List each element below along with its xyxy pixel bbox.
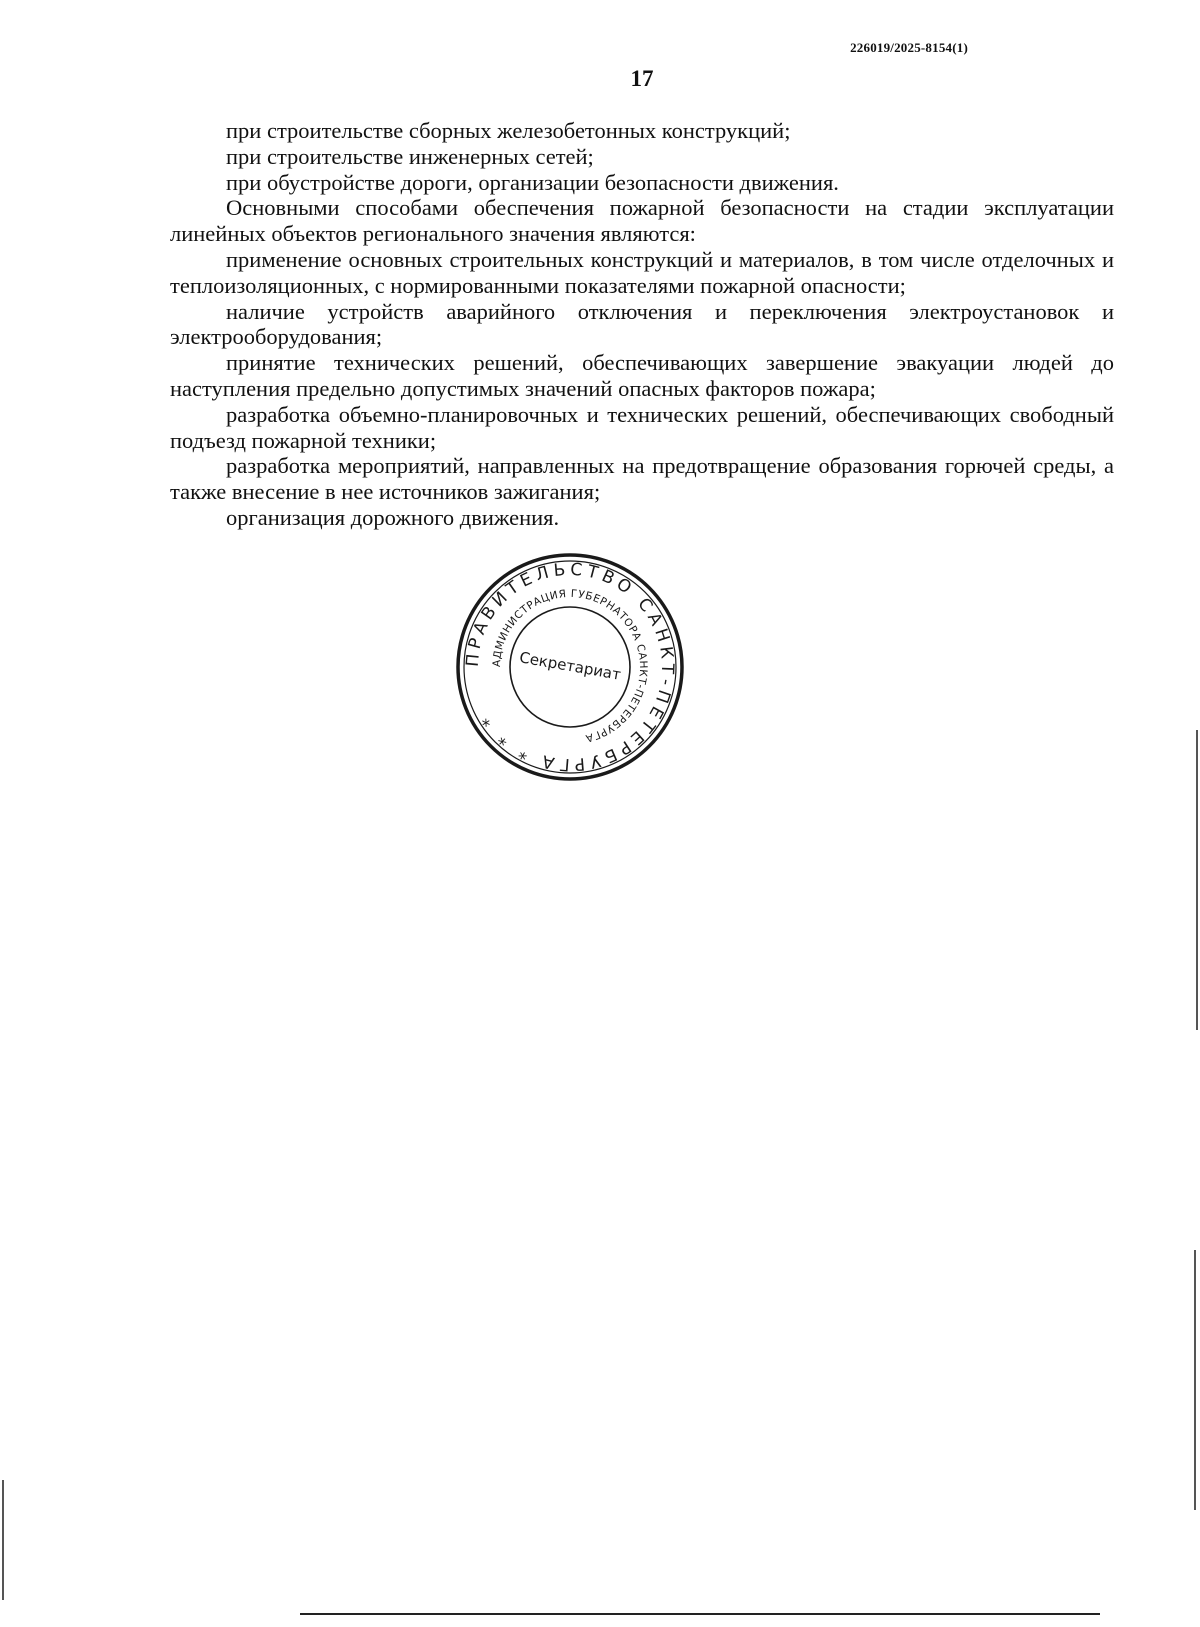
paragraph-2: при строительстве инженерных сетей; <box>226 143 594 169</box>
scan-margin-mark <box>1194 1250 1196 1510</box>
scan-margin-mark <box>2 1480 4 1600</box>
seal-inner-text: АДМИНИСТРАЦИЯ ГУБЕРНАТОРА САНКТ-ПЕТЕРБУРГА <box>490 587 650 745</box>
paragraph-8: разработка объемно-планировочных и технических решений, обеспечивающих свободный подъезд пожарной техники; <box>170 401 1114 453</box>
paragraph-5: применение основных строительных конструкций и материалов, в том числе отделочных и теплоизоляционных, с нормированными показателями пожарной опасности; <box>170 246 1114 298</box>
scan-margin-mark <box>1196 730 1198 1030</box>
paragraph-10: организация дорожного движения. <box>226 504 560 530</box>
paragraph-1: при строительстве сборных железобетонных конструкций; <box>226 118 791 143</box>
paragraph-4: Основными способами обеспечения пожарной безопасности на стадии эксплуатации линейных объектов регионального значения являются: <box>170 195 1114 247</box>
page-number: 17 <box>630 66 654 91</box>
paragraph-6: наличие устройств аварийного отключения и переключения электроустановок и электрооборудования; <box>170 298 1114 350</box>
official-seal-stamp <box>455 552 685 782</box>
scan-bottom-edge <box>300 1613 1100 1615</box>
seal-outer-text: ПРАВИТЕЛЬСТВО САНКТ-ПЕТЕРБУРГА * * * <box>462 559 678 775</box>
seal-center-text: Секретариат <box>518 648 623 684</box>
document-reference-number: 226019/2025-8154(1) <box>850 40 968 55</box>
paragraph-9: разработка мероприятий, направленных на предотвращение образования горючей среды, а также внесение в нее источников зажигания; <box>170 453 1114 505</box>
document-body <box>170 118 1114 531</box>
paragraph-3: при обустройстве дороги, организации безопасности движения. <box>226 169 839 195</box>
paragraph-7: принятие технических решений, обеспечивающих завершение эвакуации людей до наступления предельно допустимых значений опасных факторов пожара; <box>170 350 1114 401</box>
